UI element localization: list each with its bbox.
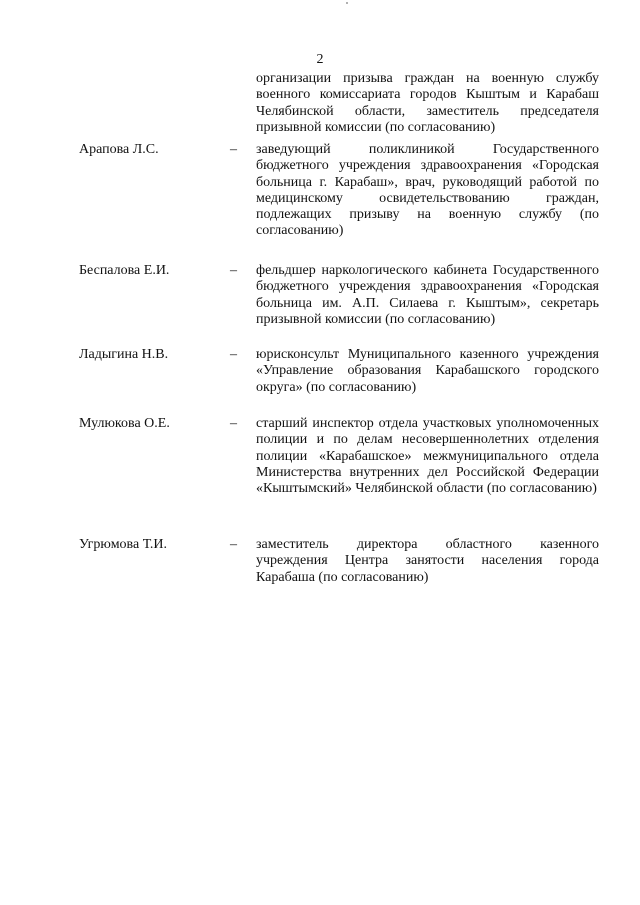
member-role: заведующий поликлиникой Государственного бюджетного учреждения здравоохранения «Городская больница г. Карабаш», врач, руководящий работой по медицинскому освидетельствованию граждан, подлежащих призыву на военную службу (по согласованию) [256,142,599,239]
member-role: фельдшер наркологического кабинета Государственного бюджетного учреждения здравоохранения «Городская больница им. А.П. Силаева г. Кыштым», секретарь призывной комиссии (по согласованию) [256,263,599,327]
page-number: 2 [316,52,324,67]
member-name: Арапова Л.С. [79,142,159,157]
scan-speck [346,2,348,4]
continued-role-text: организации призыва граждан на военную службу военного комиссариата городов Кыштым и Карабаш Челябинской области, заместитель председателя призывной комиссии (по согласованию) [256,71,599,135]
dash-separator: – [230,347,237,362]
dash-separator: – [230,537,237,552]
member-role: старший инспектор отдела участковых уполномоченных полиции и по делам несовершеннолетних отделения полиции «Карабашское» межмуниципального отдела Министерства внутренних дел Российской Федерации «Кыштымский» Челябинской области (по согласованию) [256,416,599,496]
dash-separator: – [230,142,237,157]
dash-separator: – [230,263,237,278]
member-name: Мулюкова О.Е. [79,416,170,431]
member-role: юрисконсульт Муниципального казенного учреждения «Управление образования Карабашского городского округа» (по согласованию) [256,347,599,395]
dash-separator: – [230,416,237,431]
member-name: Ладыгина Н.В. [79,347,169,362]
member-name: Беспалова Е.И. [79,263,170,278]
member-role: заместитель директора областного казенного учреждения Центра занятости населения города Карабаша (по согласованию) [256,537,599,585]
member-name: Угрюмова Т.И. [79,537,167,552]
